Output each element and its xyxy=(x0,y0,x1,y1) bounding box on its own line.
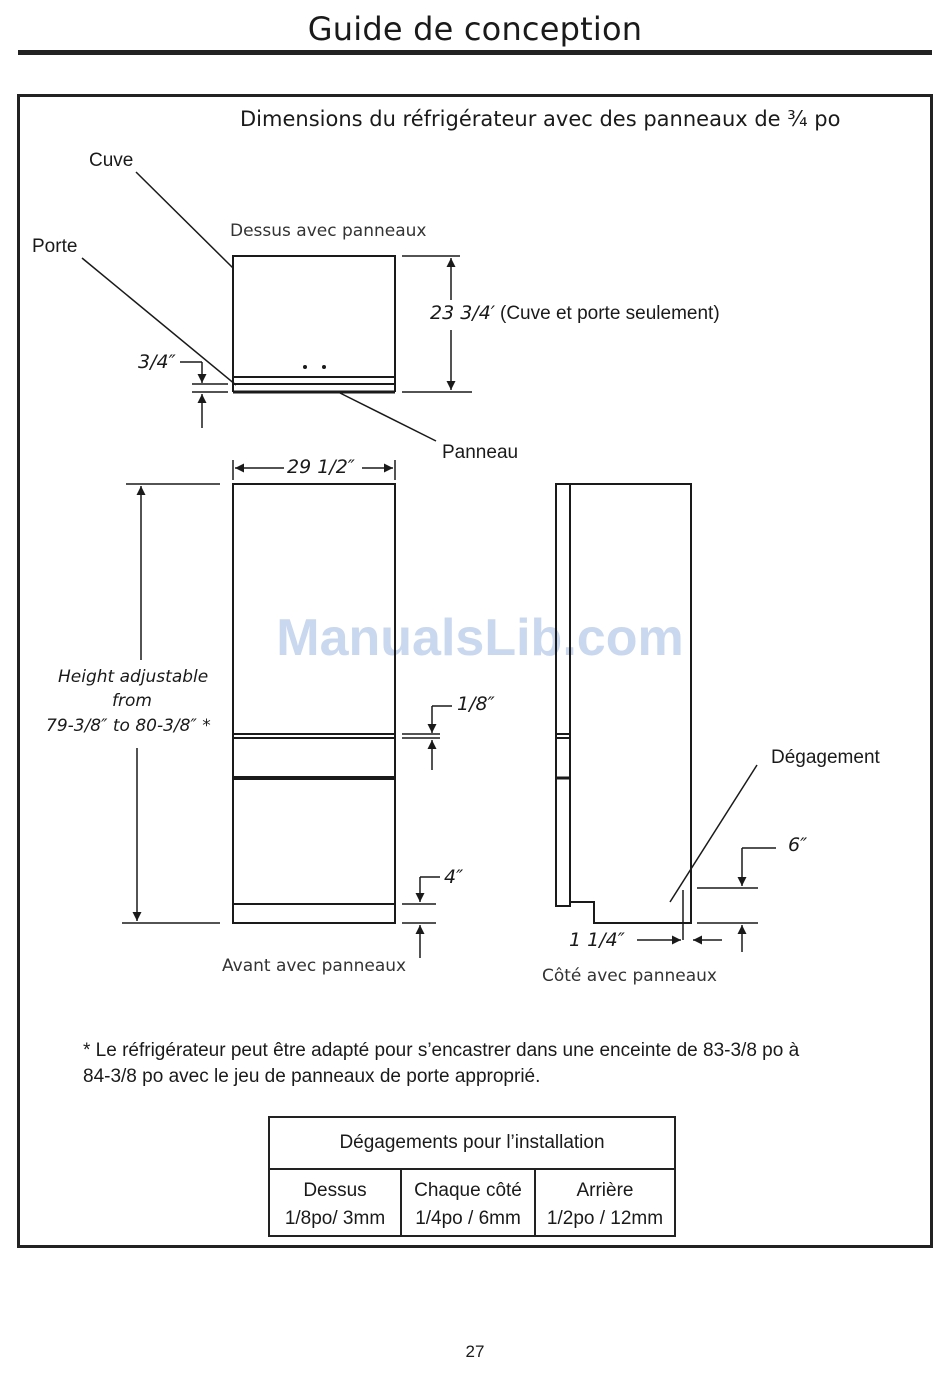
clearance-table xyxy=(268,1116,676,1237)
page-title: Guide de conception xyxy=(307,10,643,48)
diagram-heading: Dimensions du réfrigérateur avec des panneaux de ¾ po xyxy=(240,107,841,131)
table-header-dessus: Dessus xyxy=(269,1169,401,1202)
table-value-row xyxy=(269,1202,675,1236)
table-header-row xyxy=(269,1169,675,1202)
page-number: 27 xyxy=(465,1342,485,1361)
label-width: 29 1/2″ xyxy=(287,456,355,478)
label-front-view: Avant avec panneaux xyxy=(222,956,407,976)
table-value-chaque-cote: 1/4po / 6mm xyxy=(401,1202,535,1236)
side-view-outline xyxy=(556,484,691,923)
label-depth-note: (Cuve et porte seulement) xyxy=(500,303,720,324)
leader-panneau xyxy=(340,393,436,441)
label-depth: 23 3/4′ xyxy=(430,302,496,324)
label-height-line3: 79-3/8″ to 80-3/8″ * xyxy=(46,716,211,736)
label-panel-thickness: 3/4″ xyxy=(138,351,176,373)
table-value-dessus: 1/8po/ 3mm xyxy=(269,1202,401,1236)
table-title: Dégagements pour l’installation xyxy=(269,1117,675,1169)
label-clearance: 6″ xyxy=(788,834,808,856)
handle-dot-left xyxy=(303,365,307,369)
table-value-arriere: 1/2po / 12mm xyxy=(535,1202,675,1236)
table-header-chaque-cote: Chaque côté xyxy=(401,1169,535,1202)
label-toe: 4″ xyxy=(444,866,464,888)
table-title-row xyxy=(269,1117,675,1169)
front-view-cabinet xyxy=(233,484,395,923)
leader-cuve xyxy=(136,172,233,268)
label-top-view: Dessus avec panneaux xyxy=(230,221,427,241)
label-gap: 1/8″ xyxy=(457,693,495,715)
label-side-view: Côté avec panneaux xyxy=(542,966,717,986)
label-porte: Porte xyxy=(32,236,78,257)
label-offset: 1 1/4″ xyxy=(569,929,625,951)
watermark-text: ManualsLib.com xyxy=(276,609,684,667)
top-view-cabinet xyxy=(233,256,395,377)
handle-dot-right xyxy=(322,365,326,369)
label-height-line1: Height adjustable xyxy=(58,667,209,687)
label-panneau: Panneau xyxy=(442,442,519,463)
footnote: * Le réfrigérateur peut être adapté pour s’encastrer dans une enceinte de 83-3/8 po à 84-3/8 po avec le jeu de panneaux de porte approprié. xyxy=(83,1040,800,1087)
leader-degagement xyxy=(670,765,757,902)
label-cuve: Cuve xyxy=(89,150,134,171)
label-degagement: Dégagement xyxy=(771,747,880,768)
table-header-arriere: Arrière xyxy=(535,1169,675,1202)
label-height-line2: from xyxy=(112,691,152,711)
